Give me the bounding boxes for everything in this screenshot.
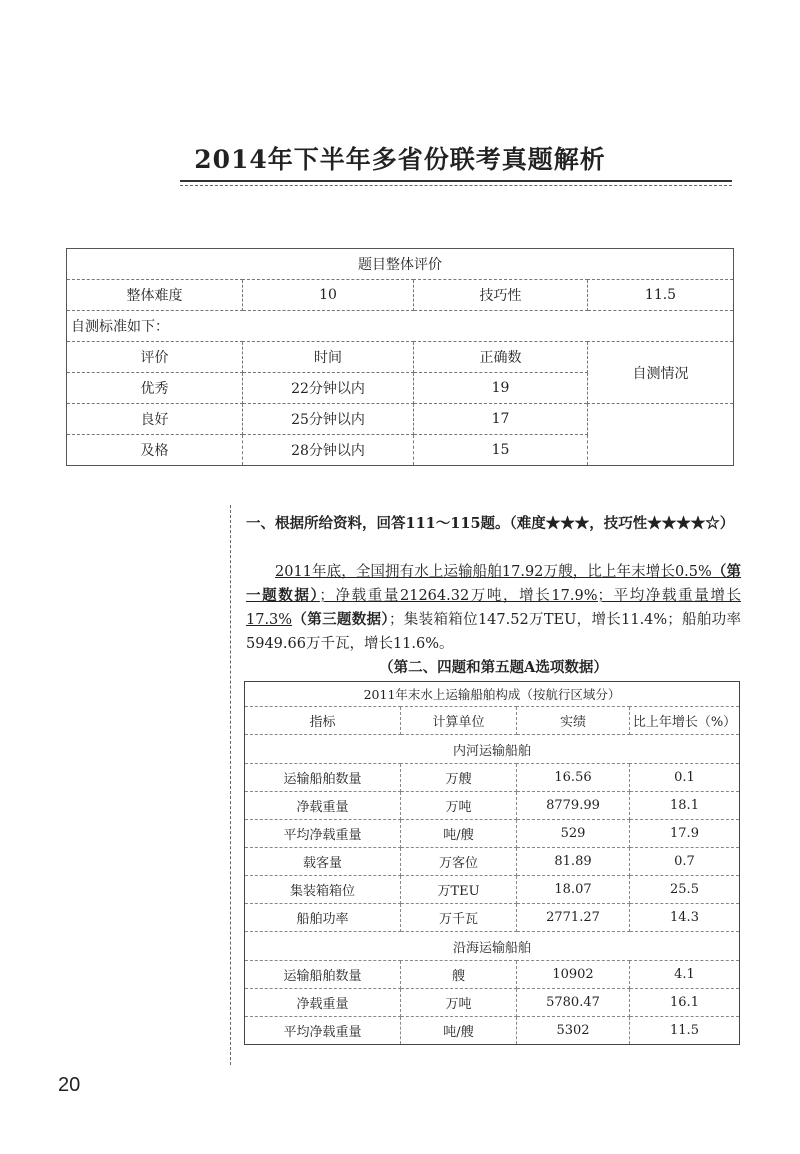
skill-label: 技巧性: [414, 280, 588, 311]
cell: 万艘: [401, 764, 517, 792]
eval-header: 自测情况: [588, 342, 734, 404]
table-row: [245, 989, 740, 1017]
eval-header: 评价: [67, 342, 243, 373]
para-seg-3: 平均净载重量增长17.3%: [246, 588, 741, 628]
self-test-note: 自测标准如下：: [67, 311, 734, 342]
title-rule-dashed: [180, 185, 732, 186]
cell: 集装箱箱位: [245, 876, 401, 904]
table-header: 实绩: [517, 707, 630, 735]
cell: 5780.47: [517, 989, 630, 1017]
cell: 10902: [517, 961, 630, 989]
eval-header: 时间: [243, 342, 414, 373]
cell: 0.1: [630, 764, 740, 792]
cell: 8779.99: [517, 792, 630, 820]
para-seg-1: 2011年底，全国拥有水上运输船舶17.92万艘，比上年末增长0.5%: [275, 564, 712, 580]
section-heading: 内河运输船舶: [245, 735, 740, 764]
cell: 5302: [517, 1017, 630, 1045]
cell: 18.07: [517, 876, 630, 904]
para-seg-4: ；集装箱箱位147.52万TEU，增长11.4%；船舶功率5949.66万千瓦，增长11.6%。: [246, 612, 742, 652]
eval-cell: 25分钟以内: [243, 404, 414, 435]
difficulty-label: 整体难度: [67, 280, 243, 311]
cell: 万TEU: [401, 876, 517, 904]
cell: 万千瓦: [401, 904, 517, 932]
cell: 25.5: [630, 876, 740, 904]
evaluation-table: [66, 248, 734, 466]
cell: 17.9: [630, 820, 740, 848]
table-row: [245, 904, 740, 932]
table-row: [245, 961, 740, 989]
eval-cell: 优秀: [67, 373, 243, 404]
cell: 529: [517, 820, 630, 848]
page-title: 2014年下半年多省份联考真题解析: [194, 145, 606, 174]
table-row: [245, 820, 740, 848]
table-header: 比上年增长（%）: [630, 707, 740, 735]
table-row: [245, 848, 740, 876]
para-tag-3: （第三题数据）: [292, 611, 389, 628]
data-note: （第二、四题和第五题A选项数据）: [379, 659, 608, 676]
page-number: 20: [58, 1074, 81, 1096]
cell: 2771.27: [517, 904, 630, 932]
self-test-blank: [588, 404, 734, 466]
cell: 4.1: [630, 961, 740, 989]
skill-value: 11.5: [588, 280, 734, 311]
eval-cell: 及格: [67, 435, 243, 466]
eval-cell: 良好: [67, 404, 243, 435]
cell: 吨/艘: [401, 1017, 517, 1045]
cell: 船舶功率: [245, 904, 401, 932]
cell: 运输船舶数量: [245, 961, 401, 989]
cell: 16.1: [630, 989, 740, 1017]
cell: 万客位: [401, 848, 517, 876]
margin-rule: [230, 505, 231, 1065]
cell: 81.89: [517, 848, 630, 876]
cell: 吨/艘: [401, 820, 517, 848]
table-header: 计算单位: [401, 707, 517, 735]
difficulty-value: 10: [243, 280, 414, 311]
cell: 万吨: [401, 792, 517, 820]
cell: 平均净载重量: [245, 1017, 401, 1045]
table-row: [245, 764, 740, 792]
cell: 16.56: [517, 764, 630, 792]
question-heading: 一、根据所给资料，回答111～115题。（难度★★★，技巧性★★★★☆）: [246, 515, 735, 532]
eval-cell: 15: [414, 435, 588, 466]
cell: 运输船舶数量: [245, 764, 401, 792]
eval-cell: 28分钟以内: [243, 435, 414, 466]
eval-cell: 19: [414, 373, 588, 404]
eval-cell: 17: [414, 404, 588, 435]
eval-header: 正确数: [414, 342, 588, 373]
section-heading: 沿海运输船舶: [245, 932, 740, 961]
shipping-table: [244, 681, 740, 1045]
cell: 11.5: [630, 1017, 740, 1045]
table-row: [245, 876, 740, 904]
table-caption: 2011年末水上运输船舶构成（按航行区域分）: [245, 682, 740, 707]
para-tag-1: （第一题数据）: [246, 563, 742, 604]
cell: 平均净载重量: [245, 820, 401, 848]
table-row: [245, 792, 740, 820]
question-paragraph: [246, 560, 741, 656]
eval-caption: 题目整体评价: [67, 249, 734, 280]
cell: 净载重量: [245, 989, 401, 1017]
cell: 18.1: [630, 792, 740, 820]
cell: 万吨: [401, 989, 517, 1017]
cell: 14.3: [630, 904, 740, 932]
cell: 净载重量: [245, 792, 401, 820]
table-row: [245, 1017, 740, 1045]
cell: 艘: [401, 961, 517, 989]
cell: 0.7: [630, 848, 740, 876]
para-seg-2: ；净载重量21264.32万吨，增长17.9%；: [319, 588, 612, 604]
title-rule: [180, 180, 732, 182]
cell: 载客量: [245, 848, 401, 876]
eval-cell: 22分钟以内: [243, 373, 414, 404]
table-header: 指标: [245, 707, 401, 735]
